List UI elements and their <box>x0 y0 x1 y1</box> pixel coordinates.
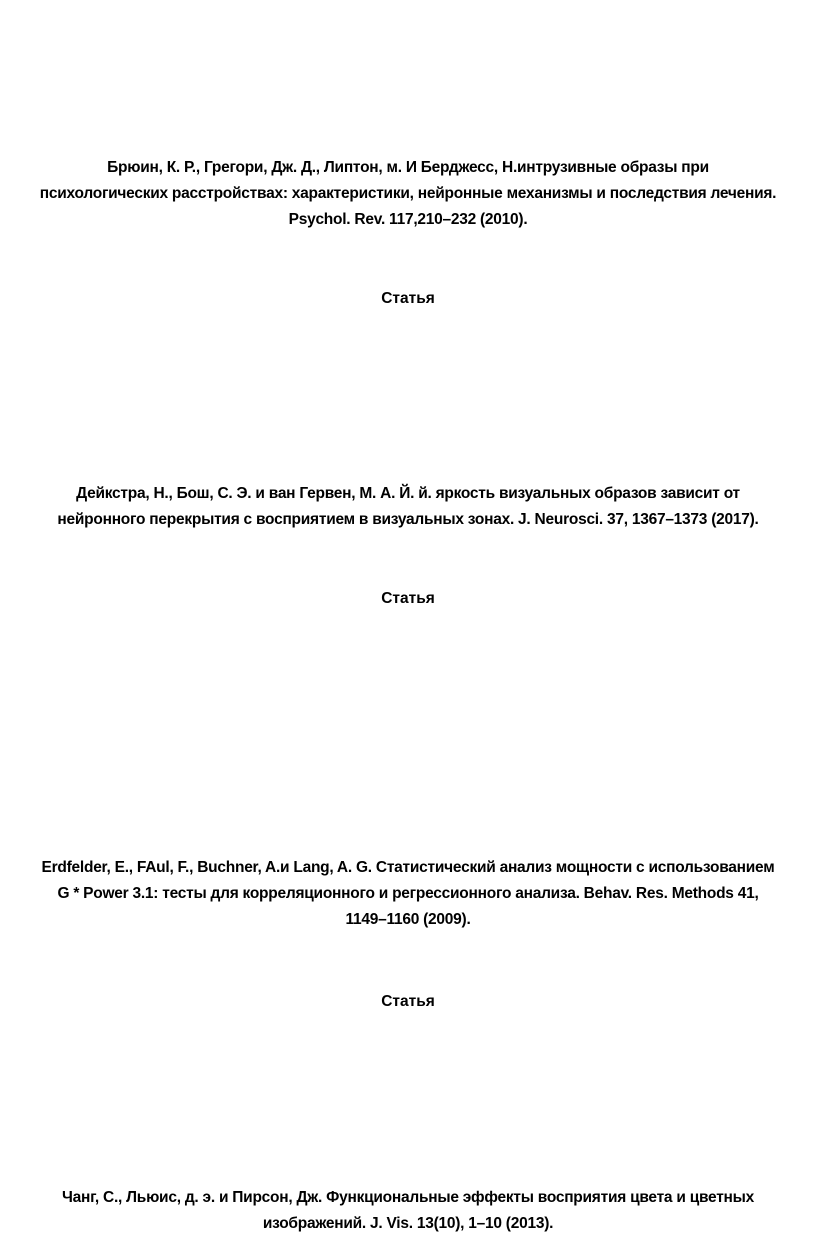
reference-3-article-link[interactable]: Статья <box>381 993 435 1010</box>
reference-2-article-link[interactable]: Статья <box>381 590 435 607</box>
reference-1-line-1: Брюин, К. Р., Грегори, Дж. Д., Липтон, м. И Берджесс, Н.интрузивные образы при <box>107 159 709 176</box>
reference-1-line-2: психологических расстройствах: характеристики, нейронные механизмы и последствия лечения. <box>39 185 777 202</box>
reference-4-line-2: изображений. J. Vis. 13(10), 1–10 (2013). <box>262 1215 554 1232</box>
reference-1-article-link[interactable]: Статья <box>381 290 435 307</box>
reference-3-line-3: 1149–1160 (2009). <box>345 911 471 928</box>
reference-3 <box>0 855 816 933</box>
reference-1-line-3: Psychol. Rev. 117,210–232 (2010). <box>288 211 528 228</box>
reference-4-line-1: Чанг, С., Льюис, д. э. и Пирсон, Дж. Функциональные эффекты восприятия цвета и цветных <box>61 1189 755 1206</box>
reference-4 <box>0 1185 816 1237</box>
reference-2 <box>0 481 816 533</box>
reference-3-line-1: Erdfelder, E., FAul, F., Buchner, A.и Lang, A. G. Статистический анализ мощности с использованием <box>41 859 775 876</box>
reference-1 <box>0 155 816 233</box>
reference-2-line-1: Дейкстра, Н., Бош, С. Э. и ван Гервен, М. А. Й. й. яркость визуальных образов зависит от <box>76 485 740 502</box>
reference-2-line-2: нейронного перекрытия с восприятием в визуальных зонах. J. Neurosci. 37, 1367–1373 (2017). <box>57 511 759 528</box>
reference-3-line-2: G * Power 3.1: тесты для корреляционного и регрессионного анализа. Behav. Res. Methods 41, <box>57 885 759 902</box>
